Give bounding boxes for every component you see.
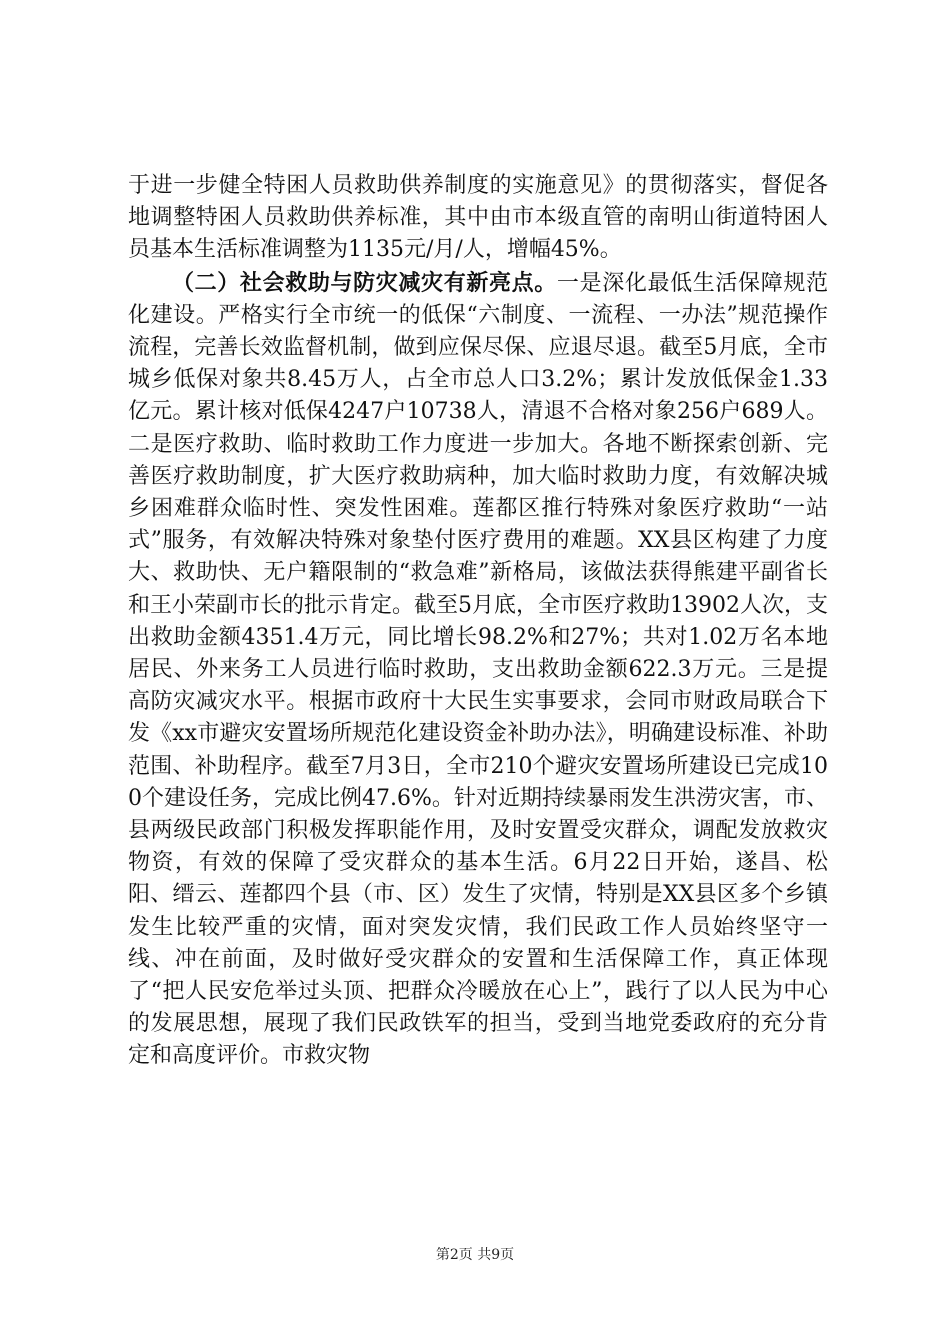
section-body: 一是深化最低生活保障规范化建设。严格实行全市统一的低保“六制度、一流程、一办法”规范操作流程，完善长效监督机制，做到应保尽保、应退尽退。截至5月底，全市城乡低保对象共8.45万人，占全市总人口3.2%；累计发放低保金1.33亿元。累计核对低保4247户10738人，清退不合格对象256户689人。二是医疗救助、临时救助工作力度进一步加大。各地不断探索创新、完善医疗救助制度，扩大医疗救助病种，加大临时救助力度，有效解决城乡困难群众临时性、突发性困难。莲都区推行特殊对象医疗救助“一站式”服务，有效解决特殊对象垫付医疗费用的难题。XX县区构建了力度大、救助快、无户籍限制的“救急难”新格局，该做法获得熊建平副省长和王小荣副市长的批示肯定。截至5月底，全市医疗救助13902人次，支出救助金额4351.4万元，同比增长98.2%和27%；共对1.02万名本地居民、外来务工人员进行临时救助，支出救助金额622.3万元。三是提高防灾减灾水平。根据市政府十大民生实事要求，会同市财政局联合下发《xx市避灾安置场所规范化建设资金补助办法》，明确建设标准、补助范围、补助程序。截至7月3日，全市210个避灾安置场所建设已完成100个建设任务，完成比例47.6%。针对近期持续暴雨发生洪涝灾害，市、县两级民政部门积极发挥职能作用，及时安置受灾群众，调配发放救灾物资，有效的保障了受灾群众的基本生活。6月22日开始，遂昌、松阳、缙云、莲都四个县（市、区）发生了灾情，特别是XX县区多个乡镇发生比较严重的灾情，面对突发灾情，我们民政工作人员始终坚守一线、冲在前面，及时做好受灾群众的安置和生活保障工作，真正体现了“把人民安危举过头顶、把群众冷暖放在心上”，践行了以人民为中心的发展思想，展现了我们民政铁军的担当，受到当地党委政府的充分肯定和高度评价。市救灾物 <box>128 270 828 1069</box>
section-heading: （二）社会救助与防灾减灾有新亮点。 <box>172 269 557 296</box>
paragraph-social-assistance <box>128 267 828 1073</box>
page-footer: 第2页 共9页 <box>435 1247 515 1263</box>
document-body <box>128 170 828 1073</box>
paragraph-continuation: 于进一步健全特困人员救助供养制度的实施意见》的贯彻落实，督促各地调整特困人员救助供养标准，其中由市本级直管的南明山街道特困人员基本生活标准调整为1135元/月/人，增幅45%。 <box>128 173 828 263</box>
